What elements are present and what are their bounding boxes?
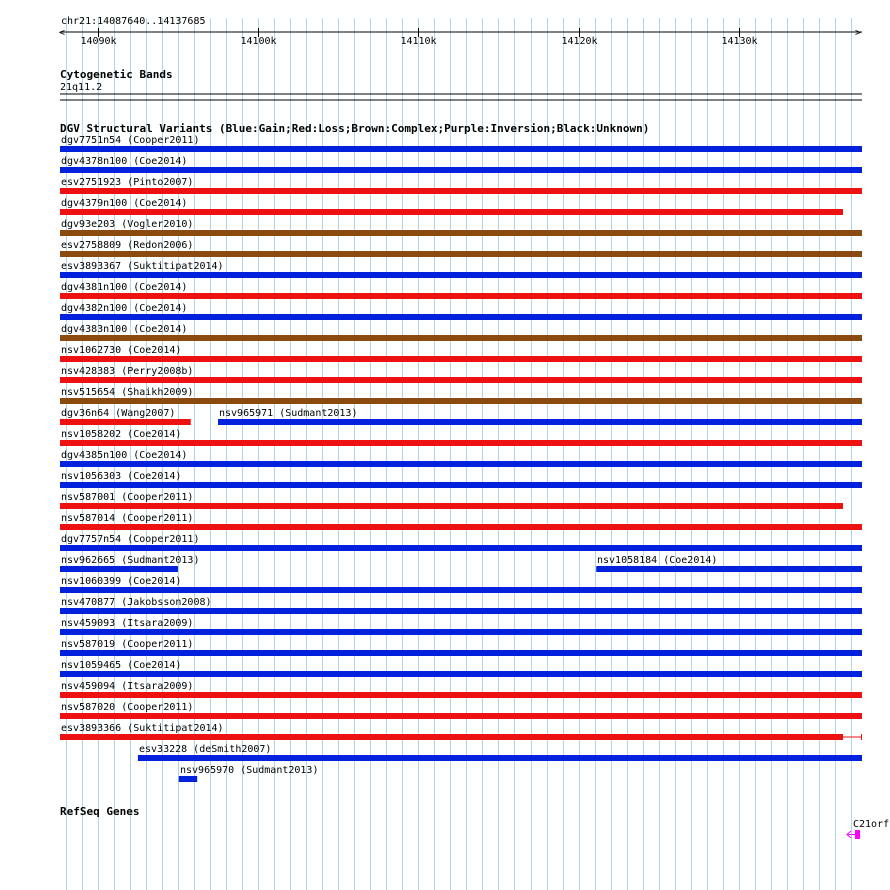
variant-label: dgv36n64 (Wang2007) — [61, 408, 176, 419]
variant-label: dgv4385n100 (Coe2014) — [61, 450, 188, 461]
dgv-track — [60, 122, 862, 782]
ruler-tick-label: 14100k — [240, 36, 277, 47]
variant-label: dgv4379n100 (Coe2014) — [61, 198, 188, 209]
structural-variant[interactable] — [60, 177, 862, 194]
structural-variant[interactable] — [596, 555, 862, 572]
variant-label: nsv1056303 (Coe2014) — [61, 471, 182, 482]
variant-bar[interactable] — [60, 482, 862, 488]
variant-bar[interactable] — [60, 188, 862, 194]
variant-label: nsv1059465 (Coe2014) — [61, 660, 182, 671]
variant-bar[interactable] — [60, 335, 862, 341]
variant-bar[interactable] — [60, 440, 862, 446]
variant-bar[interactable] — [60, 566, 178, 572]
variant-label: dgv4383n100 (Coe2014) — [61, 324, 188, 335]
cytobands-title: Cytogenetic Bands — [60, 68, 173, 81]
variant-label: nsv470877 (Jakobsson2008) — [61, 597, 212, 608]
dgv-features — [60, 135, 862, 782]
gene-glyph[interactable] — [847, 830, 860, 839]
variant-label: nsv515654 (Shaikh2009) — [61, 387, 194, 398]
cytoband-label: 21q11.2 — [60, 82, 103, 93]
variant-label: nsv1058184 (Coe2014) — [597, 555, 718, 566]
structural-variant[interactable] — [60, 198, 843, 215]
variant-bar[interactable] — [596, 566, 862, 572]
structural-variant[interactable] — [60, 618, 862, 635]
variant-bar[interactable] — [60, 608, 862, 614]
variant-bar[interactable] — [60, 356, 862, 362]
variant-label: dgv4382n100 (Coe2014) — [61, 303, 188, 314]
variant-bar[interactable] — [60, 671, 862, 677]
variant-label: esv2758809 (Redon2006) — [61, 240, 194, 251]
structural-variant[interactable] — [60, 240, 862, 257]
variant-label: esv3893366 (Suktitipat2014) — [61, 723, 224, 734]
ruler-tick-label: 14110k — [400, 36, 437, 47]
variant-label: nsv1060399 (Coe2014) — [61, 576, 182, 587]
ruler-ticks — [80, 28, 757, 47]
variant-label: dgv93e203 (Vogler2010) — [61, 219, 194, 230]
variant-bar[interactable] — [60, 629, 862, 635]
structural-variant[interactable] — [138, 744, 862, 761]
ruler-tick-label: 14090k — [80, 36, 117, 47]
variant-bar[interactable] — [60, 230, 862, 236]
variant-bar[interactable] — [60, 314, 862, 320]
structural-variant[interactable] — [60, 135, 862, 152]
variant-bar[interactable] — [60, 272, 862, 278]
variant-label: esv3893367 (Suktitipat2014) — [61, 261, 224, 272]
dgv-track-title: DGV Structural Variants (Blue:Gain;Red:Loss;Brown:Complex;Purple:Inversion;Black:Unknown) — [60, 122, 650, 135]
variant-bar[interactable] — [60, 398, 862, 404]
structural-variant[interactable] — [60, 366, 862, 383]
structural-variant[interactable] — [60, 492, 843, 509]
scroll-left-arrow-icon[interactable]: < — [59, 27, 66, 39]
variant-bar[interactable] — [218, 419, 862, 425]
variant-label: nsv587019 (Cooper2011) — [61, 639, 194, 650]
refseq-title: RefSeq Genes — [60, 805, 140, 818]
structural-variant[interactable] — [60, 471, 862, 488]
structural-variant[interactable] — [60, 723, 862, 740]
structural-variant[interactable] — [60, 429, 862, 446]
structural-variant[interactable] — [218, 408, 862, 425]
structural-variant[interactable] — [60, 660, 862, 677]
structural-variant[interactable] — [60, 156, 862, 173]
structural-variant[interactable] — [179, 765, 319, 782]
variant-label: nsv428383 (Perry2008b) — [61, 366, 194, 377]
variant-label: nsv459093 (Itsara2009) — [61, 618, 194, 629]
variant-label: dgv7757n54 (Cooper2011) — [61, 534, 200, 545]
structural-variant[interactable] — [60, 345, 862, 362]
variant-bar[interactable] — [60, 377, 862, 383]
variant-bar[interactable] — [60, 167, 862, 173]
variant-label: nsv587001 (Cooper2011) — [61, 492, 194, 503]
variant-bar[interactable] — [60, 734, 843, 740]
variant-bar[interactable] — [138, 755, 862, 761]
ruler-tick-label: 14120k — [561, 36, 598, 47]
variant-label: nsv965971 (Sudmant2013) — [219, 408, 358, 419]
variant-bar[interactable] — [60, 419, 191, 425]
variant-bar[interactable] — [60, 713, 862, 719]
variant-label: dgv4378n100 (Coe2014) — [61, 156, 188, 167]
variant-label: esv33228 (deSmith2007) — [139, 744, 272, 755]
variant-label: nsv1058202 (Coe2014) — [61, 429, 182, 440]
structural-variant[interactable] — [60, 576, 862, 593]
structural-variant[interactable] — [60, 597, 862, 614]
variant-bar[interactable] — [60, 650, 862, 656]
variant-bar[interactable] — [179, 776, 197, 782]
structural-variant[interactable] — [60, 387, 862, 404]
region-label: chr21:14087640..14137685 — [61, 16, 206, 27]
variant-label: nsv459094 (Itsara2009) — [61, 681, 194, 692]
structural-variant[interactable] — [60, 324, 862, 341]
variant-bar[interactable] — [60, 293, 862, 299]
ruler-tick-label: 14130k — [721, 36, 758, 47]
cytogenetic-bands-track — [60, 68, 862, 100]
structural-variant[interactable] — [60, 282, 862, 299]
variant-bar[interactable] — [60, 524, 862, 530]
gene-label[interactable]: C21orf — [853, 819, 890, 830]
refseq-track — [60, 805, 889, 839]
structural-variant[interactable] — [60, 702, 862, 719]
structural-variant[interactable] — [60, 639, 862, 656]
variant-bar[interactable] — [60, 209, 843, 215]
coordinate-ruler[interactable] — [59, 16, 862, 47]
structural-variant[interactable] — [60, 450, 862, 467]
structural-variant[interactable] — [60, 681, 862, 698]
variant-label: nsv1062730 (Coe2014) — [61, 345, 182, 356]
structural-variant[interactable] — [60, 408, 191, 425]
scroll-right-arrow-icon[interactable]: > — [855, 27, 862, 39]
variant-label: nsv965970 (Sudmant2013) — [180, 765, 319, 776]
variant-bar[interactable] — [60, 251, 862, 257]
variant-label: dgv7751n54 (Cooper2011) — [61, 135, 200, 146]
variant-bar[interactable] — [60, 503, 843, 509]
structural-variant[interactable] — [60, 513, 862, 530]
variant-label: esv2751923 (Pinto2007) — [61, 177, 194, 188]
variant-bar[interactable] — [60, 545, 862, 551]
variant-label: nsv587020 (Cooper2011) — [61, 702, 194, 713]
variant-label: nsv962665 (Sudmant2013) — [61, 555, 200, 566]
variant-bar[interactable] — [60, 692, 862, 698]
structural-variant[interactable] — [60, 219, 862, 236]
variant-bar[interactable] — [60, 587, 862, 593]
gene-exon[interactable] — [855, 830, 860, 839]
variant-bar[interactable] — [60, 461, 862, 467]
variant-label: dgv4381n100 (Coe2014) — [61, 282, 188, 293]
variant-label: nsv587014 (Cooper2011) — [61, 513, 194, 524]
structural-variant[interactable] — [60, 261, 862, 278]
structural-variant[interactable] — [60, 534, 862, 551]
structural-variant[interactable] — [60, 303, 862, 320]
variant-bar[interactable] — [60, 146, 862, 152]
